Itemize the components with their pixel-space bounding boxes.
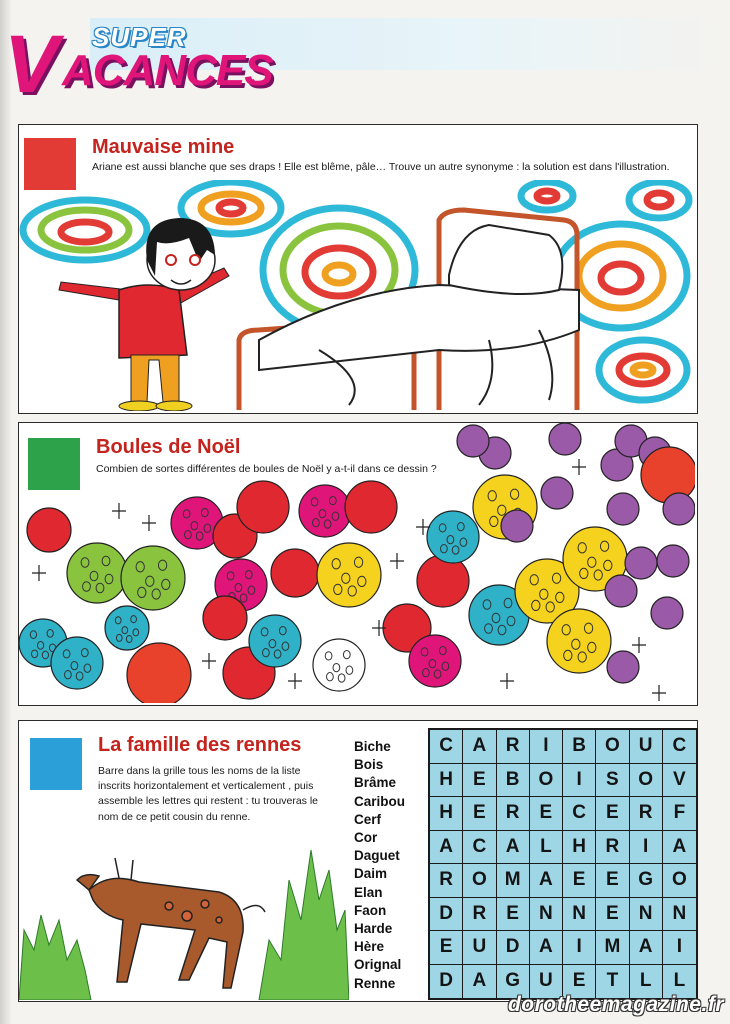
grid-cell[interactable]: I [563, 764, 596, 798]
grid-cell[interactable]: C [563, 797, 596, 831]
word-list-item: Harde [354, 921, 393, 937]
word-list-item: Caribou [354, 793, 406, 809]
grid-cell[interactable]: C [463, 831, 496, 865]
grid-cell[interactable]: C [663, 730, 696, 764]
grid-cell[interactable]: A [630, 931, 663, 965]
grid-cell[interactable]: R [463, 898, 496, 932]
section3-title: La famille des rennes [98, 734, 302, 756]
christmas-ball [457, 425, 489, 457]
sparkle-star [652, 685, 666, 701]
grid-cell[interactable]: E [463, 764, 496, 798]
grid-cell[interactable]: H [430, 797, 463, 831]
grid-cell[interactable]: D [430, 965, 463, 999]
word-list-item: Orignal [354, 957, 402, 973]
logo-super: SUPER [92, 22, 187, 52]
grid-cell[interactable]: E [563, 965, 596, 999]
grid-cell[interactable]: I [630, 831, 663, 865]
grid-cell[interactable]: A [497, 831, 530, 865]
christmas-ball [625, 547, 657, 579]
section2-title: Boules de Noël [96, 436, 241, 458]
christmas-ball [203, 596, 247, 640]
christmas-balls-illustration [19, 423, 695, 703]
grid-cell[interactable]: E [596, 797, 629, 831]
grid-cell[interactable]: I [563, 931, 596, 965]
grid-cell[interactable]: H [430, 764, 463, 798]
grid-cell[interactable]: T [596, 965, 629, 999]
grid-cell[interactable]: O [530, 764, 563, 798]
grid-cell[interactable]: B [563, 730, 596, 764]
grid-cell[interactable]: A [530, 931, 563, 965]
grid-cell[interactable]: O [596, 730, 629, 764]
grid-cell[interactable]: C [430, 730, 463, 764]
page-binding-shadow [0, 0, 12, 1024]
word-list-item: Brâme [354, 775, 397, 791]
illustration-bedroom [19, 180, 695, 411]
grid-cell[interactable]: L [673, 970, 686, 992]
word-list-item: Elan [354, 884, 383, 900]
christmas-ball [607, 493, 639, 525]
christmas-ball [541, 477, 573, 509]
christmas-ball [345, 481, 397, 533]
grid-cell[interactable]: A [663, 831, 696, 865]
logo-vacances: ACANCES [62, 46, 273, 95]
grid-cell[interactable]: E [563, 864, 596, 898]
grid-cell[interactable]: O [463, 864, 496, 898]
christmas-ball [417, 555, 469, 607]
grid-cell[interactable]: R [630, 797, 663, 831]
grid-cell[interactable]: R [497, 730, 530, 764]
grid-cell[interactable]: R [596, 831, 629, 865]
grid-cell[interactable]: V [663, 764, 696, 798]
sparkle-star [500, 673, 514, 689]
grid-cell[interactable]: A [463, 730, 496, 764]
christmas-ball [501, 510, 533, 542]
grid-cell[interactable]: L [530, 831, 563, 865]
sparkle-star [632, 637, 646, 653]
grid-cell[interactable]: D [497, 931, 530, 965]
grid-cell[interactable]: O [663, 864, 696, 898]
grid-cell[interactable]: N [630, 898, 663, 932]
grid-cell[interactable]: L [630, 965, 663, 999]
grid-cell[interactable]: M [596, 931, 629, 965]
grid-cell[interactable]: O [630, 764, 663, 798]
christmas-ball [237, 481, 289, 533]
section1-title: Mauvaise mine [92, 136, 235, 158]
sparkle-star [390, 553, 404, 569]
grid-cell[interactable]: N [563, 898, 596, 932]
grid-cell[interactable]: U [530, 965, 563, 999]
grid-cell[interactable]: G [497, 965, 530, 999]
christmas-ball [605, 575, 637, 607]
word-search-grid[interactable] [428, 728, 698, 1000]
grid-cell[interactable]: N [530, 898, 563, 932]
grid-cell[interactable]: N [663, 898, 696, 932]
grid-cell[interactable]: I [530, 730, 563, 764]
grid-cell[interactable]: E [463, 797, 496, 831]
grid-cell[interactable]: E [530, 797, 563, 831]
grid-cell[interactable]: E [596, 898, 629, 932]
word-list-item: Biche [354, 739, 391, 754]
grid-cell[interactable]: B [497, 764, 530, 798]
christmas-ball [549, 423, 581, 455]
grid-cell[interactable]: E [430, 931, 463, 965]
sparkle-star [202, 653, 216, 669]
sparkle-star [32, 565, 46, 581]
christmas-ball [271, 549, 319, 597]
christmas-ball [657, 545, 689, 577]
grid-cell[interactable]: E [596, 864, 629, 898]
grid-cell[interactable]: H [563, 831, 596, 865]
christmas-ball [663, 493, 695, 525]
watermark: dorotheemagazine.fr [507, 993, 724, 1016]
word-list-item: Renne [354, 975, 396, 991]
word-list-item: Hère [354, 939, 385, 955]
word-list-item: Daim [354, 866, 388, 882]
christmas-ball [607, 651, 639, 683]
grid-cell[interactable]: G [630, 864, 663, 898]
section1-description: Ariane est aussi blanche que ses draps ! Elle est blême, pâle… Trouve un autre synonyme : la solution est dans l'illustration. [92, 161, 670, 173]
grid-cell[interactable]: R [497, 797, 530, 831]
sparkle-star [288, 673, 302, 689]
sparkle-star [112, 503, 126, 519]
sparkle-star [142, 515, 156, 531]
logo-v: V [4, 19, 59, 110]
word-list [354, 738, 405, 993]
word-list-item: Bois [354, 757, 384, 773]
grid-cell[interactable]: U [463, 931, 496, 965]
grid-cell[interactable]: E [497, 898, 530, 932]
christmas-ball [27, 508, 71, 552]
word-list-item: Daguet [354, 848, 400, 864]
grid-cell[interactable]: R [430, 864, 463, 898]
grid-cell[interactable]: F [663, 797, 696, 831]
reindeer-drawing [77, 858, 265, 988]
word-list-item: Faon [354, 902, 387, 918]
grid-cell[interactable]: A [530, 864, 563, 898]
section3-color-square [30, 738, 82, 790]
grid-cell[interactable]: D [430, 898, 463, 932]
word-list-item: Cor [354, 830, 378, 846]
grid-cell[interactable]: I [663, 931, 696, 965]
grid-cell[interactable]: A [463, 965, 496, 999]
grid-cell[interactable]: S [596, 764, 629, 798]
grid-cell[interactable]: A [430, 831, 463, 865]
grid-cell[interactable]: U [630, 730, 663, 764]
christmas-ball [127, 643, 191, 703]
sparkle-star [572, 459, 586, 475]
section2-description: Combien de sortes différentes de boules de Noël y a-t-il dans ce dessin ? [96, 463, 437, 475]
word-list-item: Cerf [354, 811, 382, 827]
section3-description: Barre dans la grille tous les noms de la liste inscrits horizontalement et verticalement , puis assemble les lettres qui restent : tu trouveras le nom de ce petit cousin du renne. [98, 765, 319, 823]
grid-cell[interactable]: M [497, 864, 530, 898]
reindeer-illustration [19, 820, 349, 1000]
christmas-ball [651, 597, 683, 629]
